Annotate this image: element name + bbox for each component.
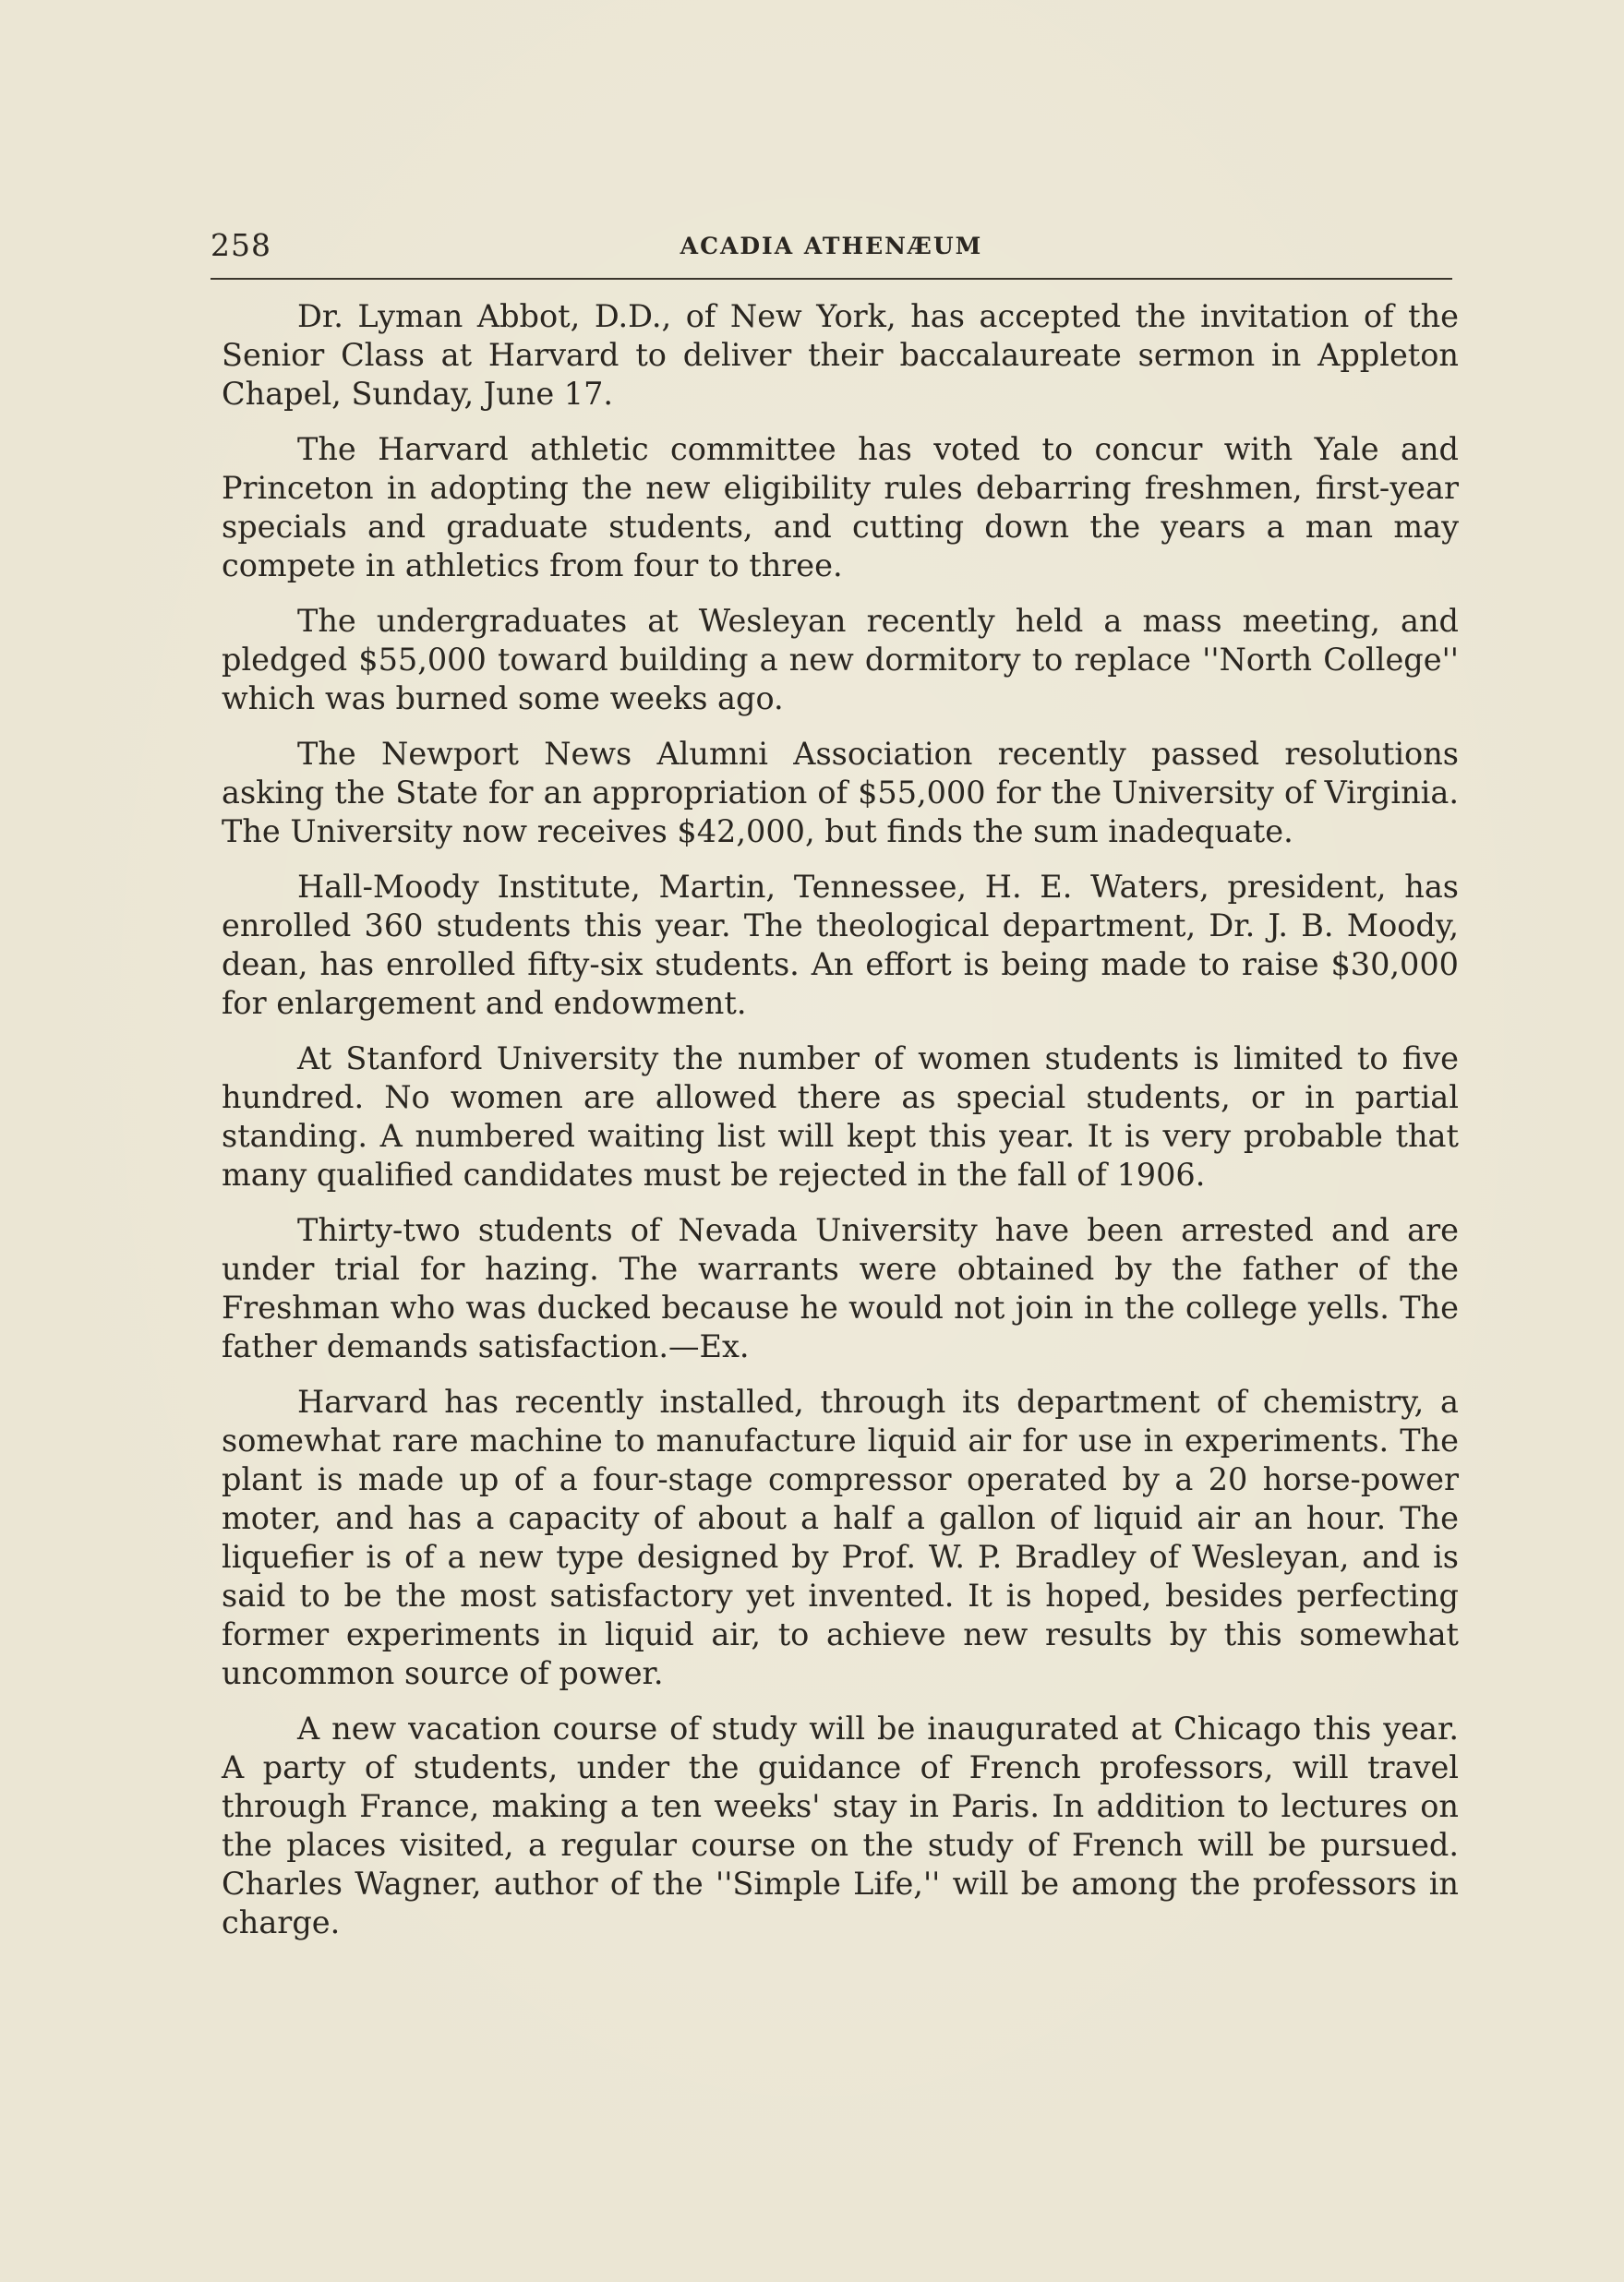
paragraph-wesleyan-dormitory: The undergraduates at Wesleyan recently held a mass meeting, and pledged $55,000 toward building a new dormitory to replace ''North College'' which was burned some weeks ago.: [222, 603, 1459, 716]
paragraph-harvard-liquid-air: Harvard has recently installed, through its department of chemistry, a somewhat rare machine to manufacture liquid air for use in experiments. The plant is made up of a four-stage compressor operated by a 20 horse-power moter, and has a capacity of about a half a gallon of liquid air an hour. The liquefier is of a new type designed by Prof. W. P. Bradley of Wesleyan, and is said to be the most satisfactory yet invented. It is hoped, besides perfecting former experiments in liquid air, to achieve new results by this somewhat uncommon source of power.: [222, 1384, 1459, 1691]
paragraph-harvard-eligibility: The Harvard athletic committee has voted to concur with Yale and Princeton in adopting the new eligibility rules debarring freshmen, first-year specials and graduate students, and cutting down the years a man may compete in athletics from four to three.: [222, 431, 1459, 583]
paragraph-hall-moody: Hall-Moody Institute, Martin, Tennessee, H. E. Waters, president, has enrolled 360 students this year. The theological department, Dr. J. B. Moody, dean, has enrolled fifty-six students. An effort is being made to raise $30,000 for enlargement and endowment.: [222, 869, 1459, 1021]
journal-title: ACADIA ATHENÆUM: [680, 233, 983, 259]
paragraph-chicago-vacation-course: A new vacation course of study will be inaugurated at Chicago this year. A party of students, under the guidance of French professors, will travel through France, making a ten weeks' stay in Paris. In addition to lectures on the places visited, a regular course on the study of French will be pursued. Charles Wagner, author of the ''Simple Life,'' will be among the professors in charge.: [222, 1711, 1459, 1940]
header-rule: [211, 278, 1452, 280]
paragraph-stanford-women: At Stanford University the number of women students is limited to five hundred. No women are allowed there as special students, or in partial standing. A numbered waiting list will kept this year. It is very probable that many qualified candidates must be rejected in the fall of 1906.: [222, 1040, 1459, 1193]
paragraph-nevada-hazing: Thirty-two students of Nevada University have been arrested and are under trial for hazing. The warrants were obtained by the father of the Freshman who was ducked because he would not join in the college yells. The father demands satisfaction.—Ex.: [222, 1212, 1459, 1364]
article-body: [222, 297, 1459, 1959]
page-number: 258: [211, 227, 271, 263]
paragraph-abbot-baccalaureate: Dr. Lyman Abbot, D.D., of New York, has accepted the invitation of the Senior Class at Harvard to deliver their baccalaureate sermon in Appleton Chapel, Sunday, June 17.: [222, 298, 1459, 412]
running-head: [211, 227, 1452, 273]
paragraph-virginia-appropriation: The Newport News Alumni Association recently passed resolutions asking the State for an appropriation of $55,000 for the University of Virginia. The University now receives $42,000, but finds the sum inadequate.: [222, 736, 1459, 849]
